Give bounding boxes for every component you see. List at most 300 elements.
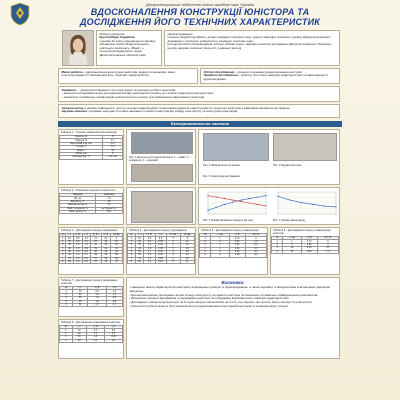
table-cell: Вміст заліза, % [60,210,96,213]
data-point [301,202,302,203]
table-cell: 24 [101,250,110,253]
relevance-text: в умовах підвищеного попиту на енергонакопичувачі та автономні джерела енергії розвиток технології юністорів є важливим напрямом досліджень. [83,105,291,110]
table-cell: 4 [200,247,211,250]
object-text: – процеси в режимах функціонування юністорів. [234,69,303,74]
table-cell: 0,26 [155,257,166,260]
table-header-cell: U, В [86,326,104,329]
table-row [60,156,123,159]
table-cell: 24 [180,254,194,257]
table-cell: pH, од [60,197,96,200]
table-cell: 2,5 [144,237,155,240]
mas-emblem-icon [10,2,30,26]
table-cell: 2 [60,240,66,243]
novelty-text: : отримано нові дані стосовно залежності ємності юністора від складу електроліту та конструкції електродів. [86,109,238,114]
table-cell: 0,34 [155,250,166,253]
relevance-box [58,104,340,118]
table-cell: 24 [101,261,110,264]
table-cell: 5 [166,237,180,240]
data-point [335,206,336,207]
table-cell: 2,4 [86,329,104,332]
table-cell: 0,5 [82,261,90,264]
table1 [59,135,123,160]
table-cell: 2,62 [301,243,317,246]
conclusion-2: • Експериментально досліджено вплив складу електроліту на ємність юністора; встановлено оптимальне співвідношення компонентів. [129,292,319,297]
table-cell: 80 [135,261,144,264]
table-cell: 10 [135,237,144,240]
data-point [265,205,266,206]
table-cell: Об'єм, см³ [60,152,103,155]
table-cell: 5 [211,250,229,253]
table-header-cell: U, В [144,234,155,237]
table-cell: 22 [90,240,101,243]
table-cell: 0,5 [155,237,166,240]
table-cell: 0,5 [73,237,82,240]
table-cell: 1,2 [82,237,90,240]
aim-label: Мета роботи [61,69,83,74]
table3-box [58,227,124,275]
table-cell: 0,07 [103,142,123,145]
chart-charge-discharge [202,190,268,218]
table-cell: 0,35 [104,336,122,339]
table-cell: 1,0 [88,293,107,296]
table-cell: 1,0 [82,244,90,247]
table8 [59,325,123,343]
table-cell: 4 [128,247,136,250]
table-header-cell: t, с [73,287,88,290]
table-cell: 1,5 [86,339,104,342]
table-cell: 25 [101,257,110,260]
table-header-cell: № [128,234,136,237]
table-cell: 31 [111,247,123,250]
table-cell: 2,70 [229,237,245,240]
table-cell: 60 [135,254,144,257]
table-cell: 1 [60,329,73,332]
table-cell: 2,6 [245,244,266,247]
table-cell: 5 [166,240,180,243]
table-cell: 5 [166,244,180,247]
table-cell: 1,9 [73,250,82,253]
table-cell: 7 [60,257,66,260]
table-cell: 2,1 [86,332,104,335]
table-cell: 0,38 [155,247,166,250]
task-1: – узагальнити відомості про конструкції та принципи роботи юністорів; [77,87,176,92]
task-2: – виконати експериментальні дослідження впливу компонентів розчину на технічні характеристики юністора; [61,91,214,96]
table-cell: 3,3 [245,247,266,250]
subject-text: – юністор, його вольт-амперні характеристики та закономірності функціонування. [203,73,328,81]
table-cell: 2,1 [144,244,155,247]
table-cell: Вміст сульфатів, % [60,207,96,210]
table-cell: 39 [90,247,101,250]
table-cell: 7 [128,257,136,260]
data-point [257,197,258,198]
table-cell: 20 [111,244,123,247]
table-cell: 1,9 [144,247,155,250]
table-cell: 1,1 [82,240,90,243]
table-cell: 0,22 [155,261,166,264]
table-cell: 3 [317,243,338,246]
table-cell: 4 [60,339,73,342]
table-cell: 1,6 [73,247,82,250]
table-cell: 66 [111,257,123,260]
table-cell: 1 [283,240,301,243]
table-cell: 0,6 [88,290,107,293]
object-label: Об'єкт дослідження [203,69,235,74]
data-point [224,204,225,205]
table-cell: 1,7 [144,250,155,253]
table-cell: 5 [166,261,180,264]
data-point [224,198,225,199]
table-cell: 60 [66,254,73,257]
table-cell: 2 [211,240,229,243]
conclusion-3: • Визначено процеси заряджання і розряджання юністора та побудовано відповідні вольт-амперні характеристики. [129,296,290,301]
table-cell: 1,8 [86,336,104,339]
table-cell: 40 [135,247,144,250]
table-cell: 40 [66,247,73,250]
data-point [312,204,313,205]
table-cell: 61 [90,261,101,264]
table1-caption: Таблиця 1 – Технічні характеристики юністора [61,131,117,134]
table-cell: 46 [90,250,101,253]
table-cell: 15 [180,244,194,247]
table-header-cell: № [61,234,64,237]
table-header-cell: U, В [73,234,82,237]
table-cell: 7,4 [317,250,338,253]
table-cell: 10 [72,329,86,332]
experimental-band: Експериментальна частина [58,121,342,127]
table-cell: 5 [283,243,301,246]
supervisor-heading: Наукові керівники: [167,31,194,36]
table-header-cell: № [272,237,283,240]
table-cell: 3 [111,237,123,240]
table-cell: Струм, А [60,146,103,149]
table-cell: 50 [73,303,88,306]
data-point [249,198,250,199]
conclusions-box [126,277,340,359]
author-desc: учениця 11 класу комунального закладу «Юнацька» освіти Маріупольського освітнього комплексу «Ліцей...» Сільськогосподарського ліцею Дніпропетровської обласної ради [99,38,156,58]
table4-caption: Таблиця 4 – Дослідження процесу розряджання [129,229,187,232]
table-cell: 1,4 [88,297,107,300]
table-cell: 19 [180,247,194,250]
table-cell: 3 [60,244,66,247]
poster-title [40,7,360,27]
charts-box [198,187,340,225]
table-cell: 4,4 [245,254,266,257]
table-cell: 25 [101,254,110,257]
aim-text: – вдосконалення конструкції юністорів, відкриття механізму зміни електропровідності і визначення його технічних характеристик. [61,69,176,78]
table4 [127,233,195,264]
table-cell: 10 [66,237,73,240]
table-cell: 70 [66,257,73,260]
table-cell: 3,5 [103,146,123,149]
table-cell: 30 [66,244,73,247]
table-cell: 1 [128,237,136,240]
table-cell: не більше 0,1 [96,207,123,210]
table-cell: 2 [128,240,136,243]
table-cell: -40..+65 [103,156,123,159]
table-cell: 20 [66,240,73,243]
table-header-cell: I, А [155,234,166,237]
table-cell: 30 [72,336,86,339]
table-cell: 96 [96,200,123,203]
table-cell: Температура, °С [60,156,103,159]
data-point [232,202,233,203]
table-cell: 0,01 [96,210,123,213]
table-cell: 8 [60,261,66,264]
table-cell: 2,50 [301,250,317,253]
author-name: Кругла Марія Андріївна, [99,35,136,40]
table-header-cell: C, Ф [101,234,110,237]
table-header-cell: № [60,287,73,290]
table-cell: 1 [60,237,66,240]
table-cell: 5 [103,136,123,139]
table-cell: 5 [166,250,180,253]
table-cell: 0 [245,237,266,240]
table5 [199,233,267,258]
table-cell: 1,8 [88,300,107,303]
table-cell: 5,5 [317,247,338,250]
table-cell: 3 [60,297,73,300]
table-cell: 0,30 [155,254,166,257]
table-header-cell: I, А [106,287,122,290]
table-cell: 0,9 [82,247,90,250]
table6-box [270,227,340,275]
table-cell: 0,1 [96,204,123,207]
table-cell: 3 [272,247,283,250]
table-cell: 1,1 [144,261,155,264]
header-subtitle: Дніпропетровське відділення Малої академії наук України [145,2,255,7]
table-cell: 11 [180,240,194,243]
data-point [207,210,208,211]
table-cell: 30 [135,244,144,247]
table-header-cell: t, с [72,326,86,329]
table-header-cell: № [200,234,211,237]
table5-box [198,227,268,275]
table-cell: 40 [73,300,88,303]
table-header-cell: R, Ом [166,234,180,237]
table-header-cell: Показник [60,194,96,197]
table-cell: 1,3 [106,290,122,293]
table-cell: 27 [180,261,194,264]
task-3: – визначити оптимальну конфігурацію електролітного розчину для підвищення ефективності юністора. [61,94,205,99]
table-cell: 2 [60,293,73,296]
photo-block-1 [126,129,196,185]
table-header-cell: W, Дж [180,234,194,237]
fig7-caption: Рис. 7 Графік саморозряду [273,219,306,222]
table-cell: 5 [166,254,180,257]
table-header-cell: W, Дж [111,234,123,237]
table-cell: 2 [272,243,283,246]
table-cell: 12 [90,237,101,240]
table-cell: 24 [101,240,110,243]
table-cell: 2,55 [301,247,317,250]
table-cell: 4 [211,247,229,250]
aim-box [58,68,198,84]
table-cell: 1,5 [144,254,155,257]
table-cell: 2,66 [229,240,245,243]
subject-label: Предмет дослідження [203,73,238,78]
table-cell: 1,3 [144,257,155,260]
table-cell: 1,5 [245,240,266,243]
table-cell: 5 [166,247,180,250]
table-cell: 6 [60,254,66,257]
supervisor-box [164,30,340,66]
table-cell: 4 [60,247,66,250]
table-cell: 0,46 [155,240,166,243]
table-header-cell: t, с [135,234,144,237]
table-cell: 2,3 [144,240,155,243]
table-cell: 55 [111,254,123,257]
table-header-cell: t, год [211,234,229,237]
table-cell: 76 [111,261,123,264]
table-cell: 44 [111,250,123,253]
table-cell: Внутрішній опір, Ом [60,142,103,145]
supervisor-p2: Костарихін Юлія Олександрівна, вчитель фізики ліцею і науково-технічних досліджень Дніпропетровського обласного центру науково-технічної творчості учнівської молоді [167,42,332,50]
table-cell: 1 [272,240,283,243]
table-header-cell: I, А [82,234,90,237]
table-header-cell: t, год [283,237,301,240]
fig2-caption: Рис. 2 Лабораторна установка [203,164,240,167]
table-cell: 6 [128,254,136,257]
table-cell: 0,6 [82,257,90,260]
author-photo [62,30,94,66]
unistor-structure-photo [273,133,337,161]
table-cell: 5 [60,303,73,306]
object-subject-box [200,68,340,84]
table-cell: 20 [73,293,88,296]
table7 [59,286,123,307]
table-cell: 50 [66,250,73,253]
table-header-cell: № [60,326,73,329]
table-header-cell: U, В [229,234,245,237]
table-cell: 24 [101,247,110,250]
table-cell: 31 [90,244,101,247]
table-cell: 1,1 [106,293,122,296]
table-cell: 5 [128,250,136,253]
table-cell: 2,1 [88,303,107,306]
lab-photo-1 [131,164,193,182]
author-box [96,30,162,66]
table-cell: 52 [90,254,101,257]
table-cell: 5 [60,250,66,253]
table-header-cell: U, В [88,287,107,290]
author-heading: Роботу виконала: [99,31,126,36]
table-row [60,303,123,306]
table-row [272,250,339,253]
table-cell: 2 [200,240,211,243]
electrode-photo [131,132,193,154]
table-cell: 10 [103,149,123,152]
lab-setup-photo [203,133,269,161]
data-point [249,202,250,203]
data-point [277,196,278,197]
table-cell: 40 [72,339,86,342]
table-cell: 3 [200,244,211,247]
table-cell: 0,8 [82,250,90,253]
table-cell: 24 [101,244,110,247]
fig1-caption: Рис. 1 Електрод після виготовлення; 1 – графіт; 2 – сепаратор; 3 – алюміній [129,156,191,162]
table-cell: 10 [73,290,88,293]
table-cell: 2,7 [103,139,123,142]
table2-caption: Таблиця 2 – Показники щільності електроліту [61,189,116,192]
table-cell: 0,5 [104,329,122,332]
table-cell: 5 [200,250,211,253]
table-cell: 0,9 [106,297,122,300]
fig4-caption: Рис. 4 Апаратура дослідження [203,175,240,178]
table-cell: 6 [200,254,211,257]
table-cell: 6 [103,152,123,155]
tasks-label: Завдання: [61,87,77,92]
table-cell: 0 [317,240,338,243]
table-cell: 0,7 [82,254,90,257]
table2-box [58,187,124,225]
table-cell: Маса, г [60,149,103,152]
table-cell: 1,3 [73,244,82,247]
table-cell: 0,3 [104,339,122,342]
chart-self-discharge [272,190,338,218]
table5-caption: Таблиця 5 – Дослідження процесу саморозряду [201,229,259,232]
table-cell: 50 [135,250,144,253]
table-cell: 4,1 [245,250,266,253]
table-cell: 2 [60,332,73,335]
table-cell: 10 [111,240,123,243]
table-cell: 5 [166,257,180,260]
data-point [207,195,208,196]
table6 [271,236,339,254]
table-cell: 1 [200,237,211,240]
table-cell: 0,9 [73,240,82,243]
table7-box [58,277,124,317]
photo-block-2 [198,129,340,185]
relevance-label: Актуальність [61,105,84,110]
table-header-cell: t, с [66,234,73,237]
table-row [60,210,123,213]
table-cell: Ємність, Ф [60,136,103,139]
table-row [128,261,195,264]
table-header-cell: Значення [96,194,123,197]
table-cell: 20 [72,332,86,335]
table-cell: 80 [66,261,73,264]
table-cell: 4 [60,300,73,303]
table2 [59,193,123,214]
table-cell: 2,5 [73,261,82,264]
table-cell: 3 [60,336,73,339]
table-cell: 10 [283,247,301,250]
table-cell: 57 [90,257,101,260]
data-point [265,195,266,196]
data-point [257,204,258,205]
table-cell: 15 [283,250,301,253]
table-cell: 20 [135,240,144,243]
table-cell: 24 [101,237,110,240]
table-cell: Масова частка, % [60,204,96,207]
table-row [60,261,123,264]
table-cell: 2,58 [229,254,245,257]
table-header-cell: ΔU, % [245,234,266,237]
header [0,0,400,28]
table-cell: 8 [128,261,136,264]
table-cell: 4 [272,250,283,253]
data-point [216,207,217,208]
table3-caption: Таблиця 3 – Дослідження процесу заряджання [61,229,118,232]
table6-caption: Таблиця 6 – Дослідження процесу саморозряду юністора [273,229,331,235]
table-cell: 0,42 [155,244,166,247]
table-cell: 1 [60,290,73,293]
title-line-1: ВДОСКОНАЛЕННЯ КОНСТРУКЦІЇ ЮНІСТОРА ТА [90,7,310,17]
table-cell: 3 [128,244,136,247]
table-cell: 22 [180,250,194,253]
title-line-2: ДОСЛІДЖЕННЯ ЙОГО ТЕХНІЧНИХ ХАРАКТЕРИСТИК [79,17,321,27]
fig5-caption: Рис. 5 Графік залежності напруги від часу [203,219,254,222]
